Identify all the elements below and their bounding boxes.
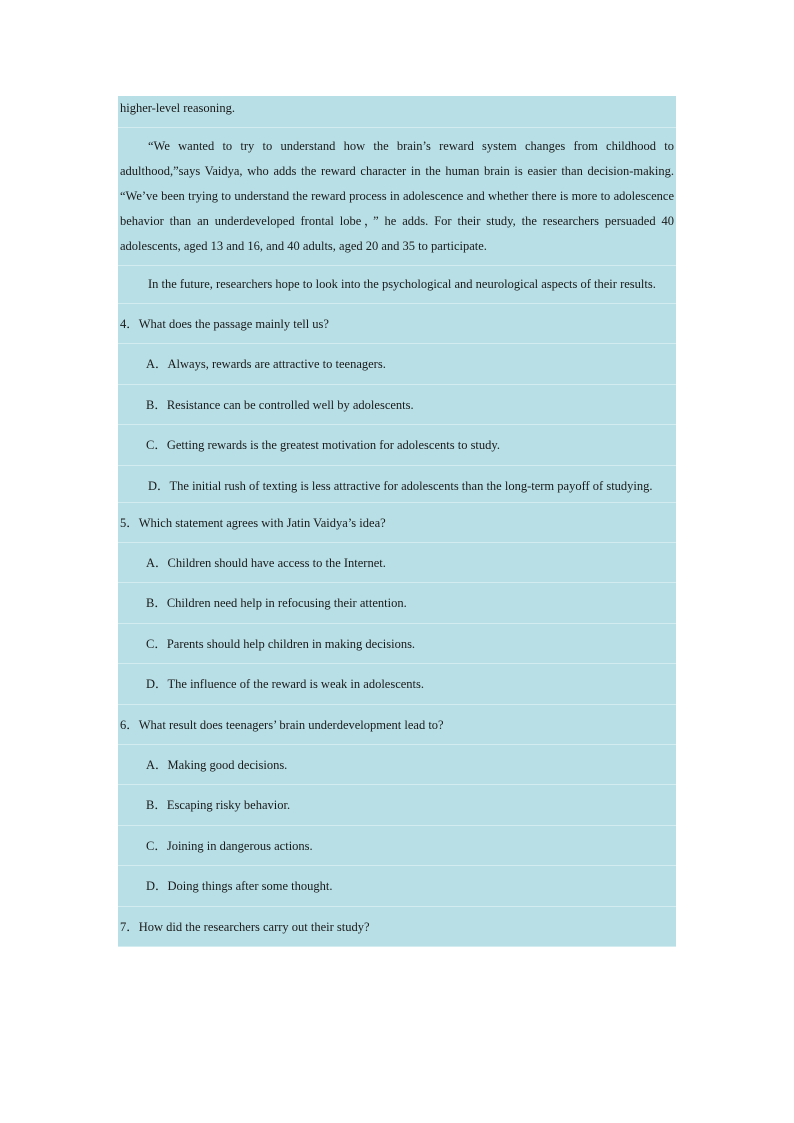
question-5-option-d: D．The influence of the reward is weak in adolescents. [118, 664, 676, 705]
question-4-option-b: B．Resistance can be controlled well by adolescents. [118, 385, 676, 426]
question-5-option-a: A．Children should have access to the Internet. [118, 543, 676, 584]
document-body [118, 96, 676, 947]
question-4-option-d: D．The initial rush of texting is less attractive for adolescents than the long-term payoff of studying. [118, 466, 676, 503]
passage-paragraph-1: “We wanted to try to understand how the brain’s reward system changes from childhood to adulthood,”says Vaidya, who adds the reward character in the human brain is easier than decision-making. “We’ve been trying to understand the reward process in adolescence and whether there is more to adolescence behavior than an underdeveloped frontal lobe，” he adds. For their study, the researchers persuaded 40 adolescents, aged 13 and 16, and 40 adults, aged 20 and 35 to participate. [118, 128, 676, 266]
passage-paragraph-0: higher-level reasoning. [118, 96, 676, 128]
question-4-stem: 4．What does the passage mainly tell us? [118, 304, 676, 344]
question-7-stem: 7．How did the researchers carry out their study? [118, 907, 676, 947]
question-6-option-b: B．Escaping risky behavior. [118, 785, 676, 826]
question-4-option-a: A．Always, rewards are attractive to teenagers. [118, 344, 676, 385]
question-5-stem: 5．Which statement agrees with Jatin Vaidya’s idea? [118, 503, 676, 543]
question-6-stem: 6．What result does teenagers’ brain underdevelopment lead to? [118, 705, 676, 745]
question-6-option-c: C．Joining in dangerous actions. [118, 826, 676, 867]
question-6-option-a: A．Making good decisions. [118, 745, 676, 786]
question-6-option-d: D．Doing things after some thought. [118, 866, 676, 907]
question-5-option-c: C．Parents should help children in making decisions. [118, 624, 676, 665]
question-5-option-b: B．Children need help in refocusing their attention. [118, 583, 676, 624]
question-4-option-c: C．Getting rewards is the greatest motivation for adolescents to study. [118, 425, 676, 466]
passage-paragraph-2: In the future, researchers hope to look into the psychological and neurological aspects of their results. [118, 266, 676, 304]
